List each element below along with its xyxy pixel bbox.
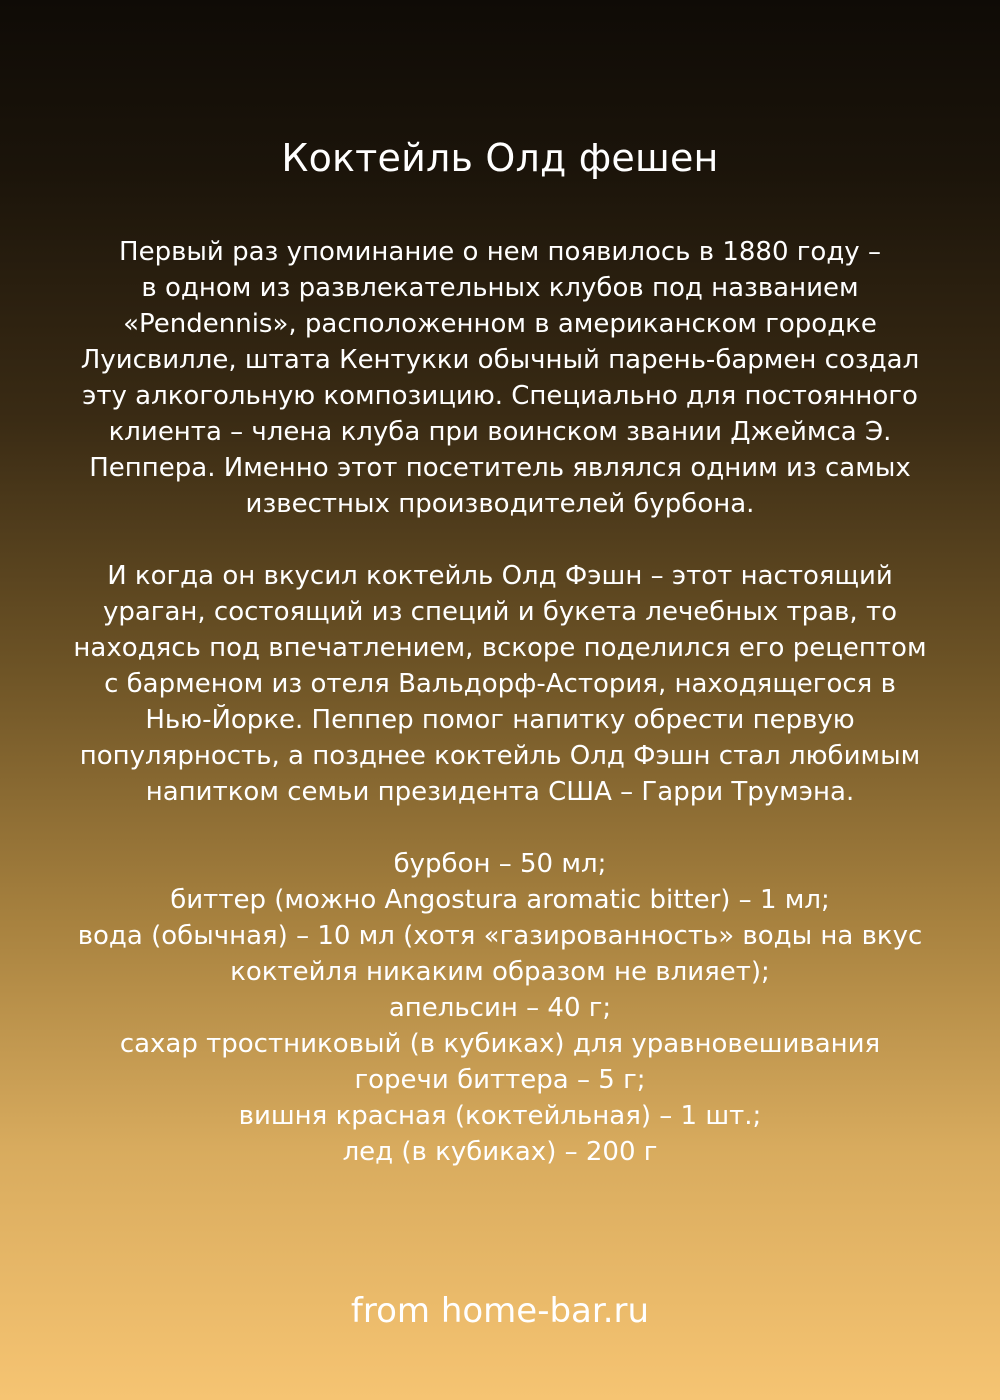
- text-line: с барменом из отеля Вальдорф-Астория, находящегося в: [104, 669, 896, 699]
- text-line: И когда он вкусил коктейль Олд Фэшн – этот настоящий: [107, 561, 893, 591]
- text-line: эту алкогольную композицию. Специально для постоянного: [82, 381, 918, 411]
- text-line: популярность, а позднее коктейль Олд Фэшн стал любимым: [79, 741, 921, 771]
- text-line: Нью-Йорке. Пеппер помог напитку обрести первую: [145, 705, 855, 735]
- page-title: Коктейль Олд фешен: [281, 136, 719, 180]
- ingredients-list: [40, 846, 960, 1170]
- text-line: в одном из развлекательных клубов под названием: [141, 273, 859, 303]
- source-footer: from home-bar.ru: [350, 1291, 650, 1331]
- ingredient-line: горечи биттера – 5 г;: [354, 1065, 646, 1095]
- text-line: напитком семьи президента США – Гарри Трумэна.: [145, 777, 855, 807]
- ingredient-line: вода (обычная) – 10 мл (хотя «газированность» воды на вкус: [77, 921, 923, 951]
- text-line: Пеппера. Именно этот посетитель являлся одним из самых: [89, 453, 911, 483]
- text-line: находясь под впечатлением, вскоре поделился его рецептом: [73, 633, 927, 663]
- text-line: «Pendennis», расположенном в американском городке: [123, 309, 877, 339]
- ingredient-line: апельсин – 40 г;: [388, 993, 612, 1023]
- ingredient-line: коктейля никаким образом не влияет);: [230, 957, 770, 987]
- text-line: известных производителей бурбона.: [245, 489, 755, 519]
- ingredient-line: сахар тростниковый (в кубиках) для уравновешивания: [119, 1029, 881, 1059]
- ingredient-line: вишня красная (коктейльная) – 1 шт.;: [238, 1101, 762, 1131]
- text-line: Первый раз упоминание о нем появилось в 1880 году –: [119, 237, 881, 267]
- text-line: клиента – члена клуба при воинском звании Джеймса Э.: [108, 417, 892, 447]
- ingredient-line: лед (в кубиках) – 200 г: [342, 1137, 658, 1167]
- text-line: Луисвилле, штата Кентукки обычный парень-бармен создал: [80, 345, 920, 375]
- history-paragraph-2: [40, 558, 960, 810]
- ingredient-line: бурбон – 50 мл;: [393, 849, 607, 879]
- ingredient-line: биттер (можно Angostura aromatic bitter) – 1 мл;: [170, 885, 830, 915]
- history-paragraph-1: [40, 234, 960, 522]
- text-line: ураган, состоящий из специй и букета лечебных трав, то: [102, 597, 897, 627]
